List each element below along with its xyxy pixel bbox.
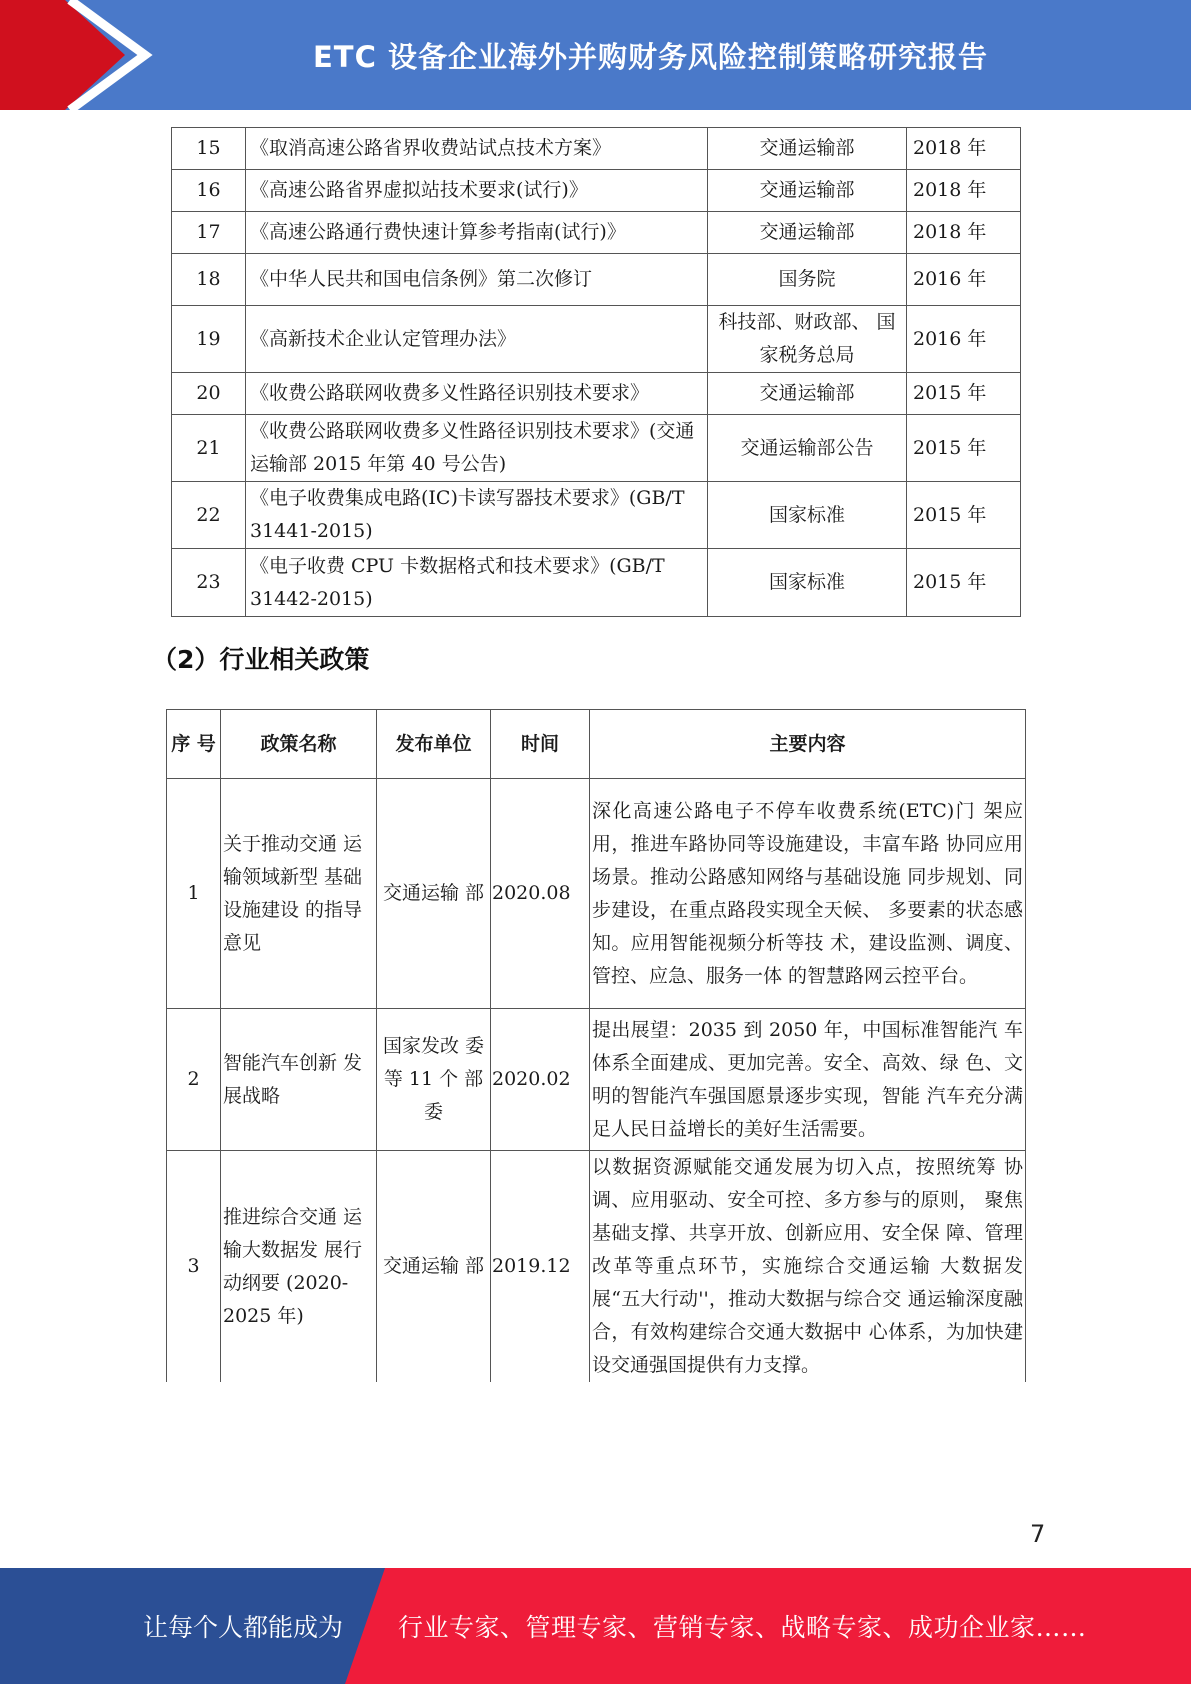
publisher: 交通运输 部 [377,1151,491,1383]
header-publisher: 发布单位 [377,710,491,779]
issue-year: 2015 年 [907,482,1021,549]
regulation-name: 《高速公路省界虚拟站技术要求(试行)》 [246,170,708,212]
report-title: ETC 设备企业海外并购财务风险控制策略研究报告 [313,39,988,74]
issuing-body: 交通运输部公告 [708,415,907,482]
row-number: 17 [172,212,246,254]
policy-content: 深化高速公路电子不停车收费系统(ETC)门 架应用，推进车路协同等设施建设，丰富车路 协同应用场景。推动公路感知网络与基础设施 同步规划、同步建设，在重点路段实现全天候、 多要素的状态感知。应用智能视频分析等技 术，建设监测、调度、管控、应急、服务一体 的智慧路网云控平台。 [590,779,1026,1009]
table-row [172,549,1021,617]
footer-slogan-left: 让每个人都能成为 [143,1613,344,1642]
regulation-name: 《收费公路联网收费多义性路径识别技术要求》 [246,373,708,415]
issue-year: 2018 年 [907,170,1021,212]
regulation-name: 《电子收费 CPU 卡数据格式和技术要求》(GB/T 31442-2015) [246,549,708,617]
table-row [172,170,1021,212]
page-header [0,0,1191,110]
issue-year: 2018 年 [907,128,1021,170]
regulations-table [171,127,1021,617]
table-row [167,1009,1026,1151]
issuing-body: 国务院 [708,254,907,306]
header-time: 时间 [491,710,590,779]
row-number: 2 [167,1009,221,1151]
row-number: 3 [167,1151,221,1383]
issuing-body: 科技部、财政部、 国家税务总局 [708,306,907,373]
industry-policy-table [166,709,1026,1382]
row-number: 22 [172,482,246,549]
row-number: 16 [172,170,246,212]
footer-slogan-right: 行业专家、管理专家、营销专家、战略专家、成功企业家…… [398,1613,1087,1642]
publisher: 交通运输 部 [377,779,491,1009]
regulation-name: 《高速公路通行费快速计算参考指南(试行)》 [246,212,708,254]
table-row [172,128,1021,170]
policy-name: 关于推动交通 运输领域新型 基础设施建设 的指导意见 [221,779,377,1009]
issuing-body: 交通运输部 [708,212,907,254]
publisher: 国家发改 委等 11 个 部委 [377,1009,491,1151]
issuing-body: 交通运输部 [708,128,907,170]
table-header-row [167,710,1026,779]
table-row [172,373,1021,415]
policy-content: 以数据资源赋能交通发展为切入点，按照统筹 协调、应用驱动、安全可控、多方参与的原则， 聚焦基础支撑、共享开放、创新应用、安全保 障、管理改革等重点环节，实施综合交通运输 大数据发展“五大行动''，推动大数据与综合交 通运输深度融合，有效构建综合交通大数据中 心体系，为加快建设交通强国提供有力支撑。 [590,1151,1026,1383]
row-number: 19 [172,306,246,373]
regulation-name: 《取消高速公路省界收费站试点技术方案》 [246,128,708,170]
issue-year: 2016 年 [907,306,1021,373]
policy-content: 提出展望：2035 到 2050 年，中国标准智能汽 车体系全面建成、更加完善。安全、高效、绿 色、文明的智能汽车强国愿景逐步实现，智能 汽车充分满足人民日益增长的美好生活需要。 [590,1009,1026,1151]
regulation-name: 《高新技术企业认定管理办法》 [246,306,708,373]
industry-policy-table-body [167,779,1026,1383]
issue-year: 2015 年 [907,373,1021,415]
header-policy-name: 政策名称 [221,710,377,779]
table-row [167,1151,1026,1383]
header-arrow-decoration [0,0,160,110]
issue-year: 2015 年 [907,415,1021,482]
row-number: 20 [172,373,246,415]
header-content: 主要内容 [590,710,1026,779]
row-number: 18 [172,254,246,306]
row-number: 15 [172,128,246,170]
header-num: 序 号 [167,710,221,779]
section-heading: （2）行业相关政策 [152,645,370,674]
issuing-body: 交通运输部 [708,170,907,212]
table-row [167,779,1026,1009]
regulation-name: 《电子收费集成电路(IC)卡读写器技术要求》(GB/T 31441-2015) [246,482,708,549]
table-row [172,254,1021,306]
issue-year: 2018 年 [907,212,1021,254]
regulation-name: 《收费公路联网收费多义性路径识别技术要求》(交通运输部 2015 年第 40 号公告) [246,415,708,482]
regulation-name: 《中华人民共和国电信条例》第二次修订 [246,254,708,306]
table-row [172,482,1021,549]
issuing-body: 交通运输部 [708,373,907,415]
publish-time: 2019.12 [491,1151,590,1383]
issue-year: 2016 年 [907,254,1021,306]
page-footer [0,1568,1191,1684]
table-row [172,212,1021,254]
table-row [172,415,1021,482]
publish-time: 2020.02 [491,1009,590,1151]
publish-time: 2020.08 [491,779,590,1009]
issue-year: 2015 年 [907,549,1021,617]
row-number: 23 [172,549,246,617]
row-number: 1 [167,779,221,1009]
page-number: 7 [1030,1520,1046,1548]
regulations-table-body [172,128,1021,617]
policy-name: 智能汽车创新 发展战略 [221,1009,377,1151]
issuing-body: 国家标准 [708,482,907,549]
issuing-body: 国家标准 [708,549,907,617]
row-number: 21 [172,415,246,482]
table-row [172,306,1021,373]
policy-name: 推进综合交通 运输大数据发 展行动纲要 (2020-2025 年) [221,1151,377,1383]
